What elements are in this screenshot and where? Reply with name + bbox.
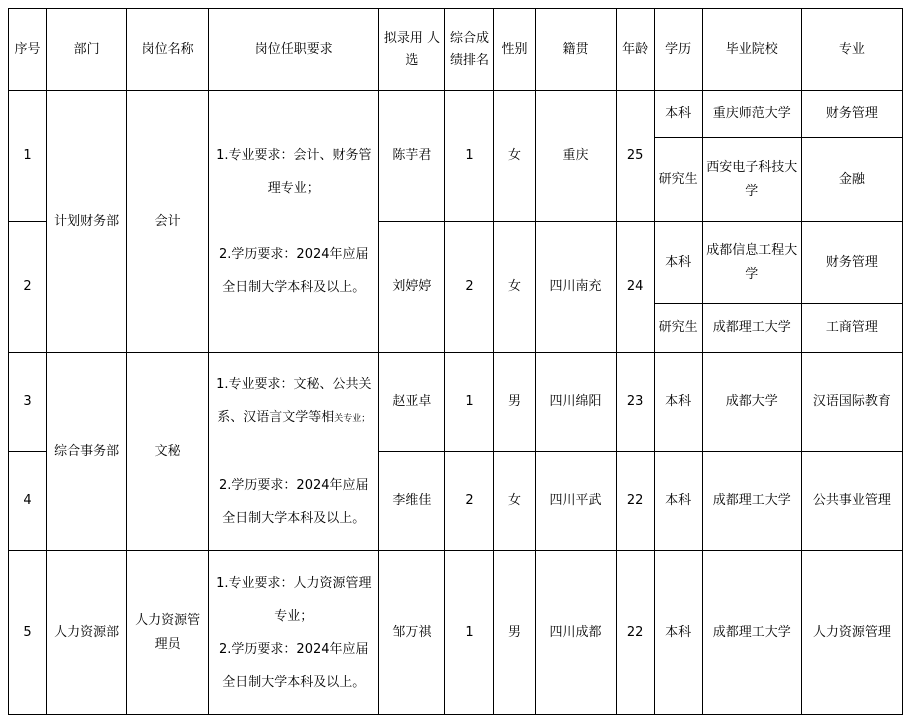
cell-position: 会计 [127, 91, 209, 353]
cell-major: 公共事业管理 [801, 452, 902, 551]
cell-origin: 四川南充 [535, 222, 616, 353]
requirement-major: 1.专业要求：会计、财务管理专业； [216, 148, 372, 196]
cell-major: 汉语国际教育 [801, 353, 902, 452]
cell-requirements [209, 353, 379, 551]
cell-candidate: 刘婷婷 [379, 222, 445, 353]
requirement-education: 2.学历要求：2024年应届全日制大学本科及以上。 [219, 641, 369, 690]
cell-education: 本科 [654, 91, 702, 138]
cell-major: 金融 [801, 138, 902, 222]
cell-school: 成都理工大学 [702, 304, 801, 353]
cell-rank: 2 [445, 452, 494, 551]
cell-education: 本科 [654, 353, 702, 452]
cell-education: 本科 [654, 551, 702, 715]
header-origin: 籍贯 [535, 9, 616, 91]
header-age: 年龄 [616, 9, 654, 91]
cell-age: 22 [616, 551, 654, 715]
cell-major: 财务管理 [801, 222, 902, 304]
table-row [9, 551, 903, 715]
header-seq: 序号 [9, 9, 47, 91]
cell-rank: 1 [445, 353, 494, 452]
cell-rank: 1 [445, 551, 494, 715]
header-requirements: 岗位任职要求 [209, 9, 379, 91]
cell-education: 本科 [654, 222, 702, 304]
cell-gender: 男 [494, 353, 535, 452]
cell-origin: 重庆 [535, 91, 616, 222]
cell-age: 24 [616, 222, 654, 353]
cell-education: 本科 [654, 452, 702, 551]
requirement-education: 2.学历要求：2024年应届全日制大学本科及以上。 [219, 247, 369, 295]
cell-dept: 人力资源部 [47, 551, 127, 715]
cell-school: 西安电子科技大学 [702, 138, 801, 222]
cell-gender: 女 [494, 222, 535, 353]
cell-candidate: 陈芋君 [379, 91, 445, 222]
table-row [9, 91, 903, 138]
cell-major: 工商管理 [801, 304, 902, 353]
cell-rank: 1 [445, 91, 494, 222]
cell-dept: 综合事务部 [47, 353, 127, 551]
cell-school: 重庆师范大学 [702, 91, 801, 138]
cell-school: 成都理工大学 [702, 452, 801, 551]
cell-major: 人力资源管理 [801, 551, 902, 715]
cell-origin: 四川成都 [535, 551, 616, 715]
cell-seq: 5 [9, 551, 47, 715]
header-education: 学历 [654, 9, 702, 91]
cell-candidate: 李维佳 [379, 452, 445, 551]
cell-school: 成都信息工程大学 [702, 222, 801, 304]
cell-candidate: 邹万祺 [379, 551, 445, 715]
cell-requirements [209, 551, 379, 715]
cell-gender: 女 [494, 452, 535, 551]
table-row [9, 353, 903, 452]
cell-rank: 2 [445, 222, 494, 353]
cell-age: 25 [616, 91, 654, 222]
cell-candidate: 赵亚卓 [379, 353, 445, 452]
cell-seq: 1 [9, 91, 47, 222]
header-row [9, 9, 903, 91]
cell-gender: 女 [494, 91, 535, 222]
recruitment-table [8, 8, 903, 715]
cell-seq: 3 [9, 353, 47, 452]
cell-age: 22 [616, 452, 654, 551]
cell-dept: 计划财务部 [47, 91, 127, 353]
requirement-major: 1.专业要求：文秘、公共关系、汉语言文学等相 [216, 377, 372, 425]
requirement-major-tail: 关专业； [334, 414, 371, 424]
cell-position: 人力资源管理员 [127, 551, 209, 715]
header-dept: 部门 [47, 9, 127, 91]
cell-origin: 四川平武 [535, 452, 616, 551]
cell-major: 财务管理 [801, 91, 902, 138]
cell-education: 研究生 [654, 304, 702, 353]
cell-age: 23 [616, 353, 654, 452]
requirement-major: 1.专业要求：人力资源管理专业； [216, 575, 372, 624]
requirement-education: 2.学历要求：2024年应届全日制大学本科及以上。 [219, 478, 369, 526]
cell-seq: 2 [9, 222, 47, 353]
header-major: 专业 [801, 9, 902, 91]
cell-education: 研究生 [654, 138, 702, 222]
header-candidate: 拟录用 人选 [379, 9, 445, 91]
cell-position: 文秘 [127, 353, 209, 551]
cell-origin: 四川绵阳 [535, 353, 616, 452]
header-position: 岗位名称 [127, 9, 209, 91]
cell-school: 成都理工大学 [702, 551, 801, 715]
cell-school: 成都大学 [702, 353, 801, 452]
header-gender: 性别 [494, 9, 535, 91]
header-school: 毕业院校 [702, 9, 801, 91]
header-rank: 综合成绩排名 [445, 9, 494, 91]
cell-gender: 男 [494, 551, 535, 715]
cell-seq: 4 [9, 452, 47, 551]
cell-requirements [209, 91, 379, 353]
